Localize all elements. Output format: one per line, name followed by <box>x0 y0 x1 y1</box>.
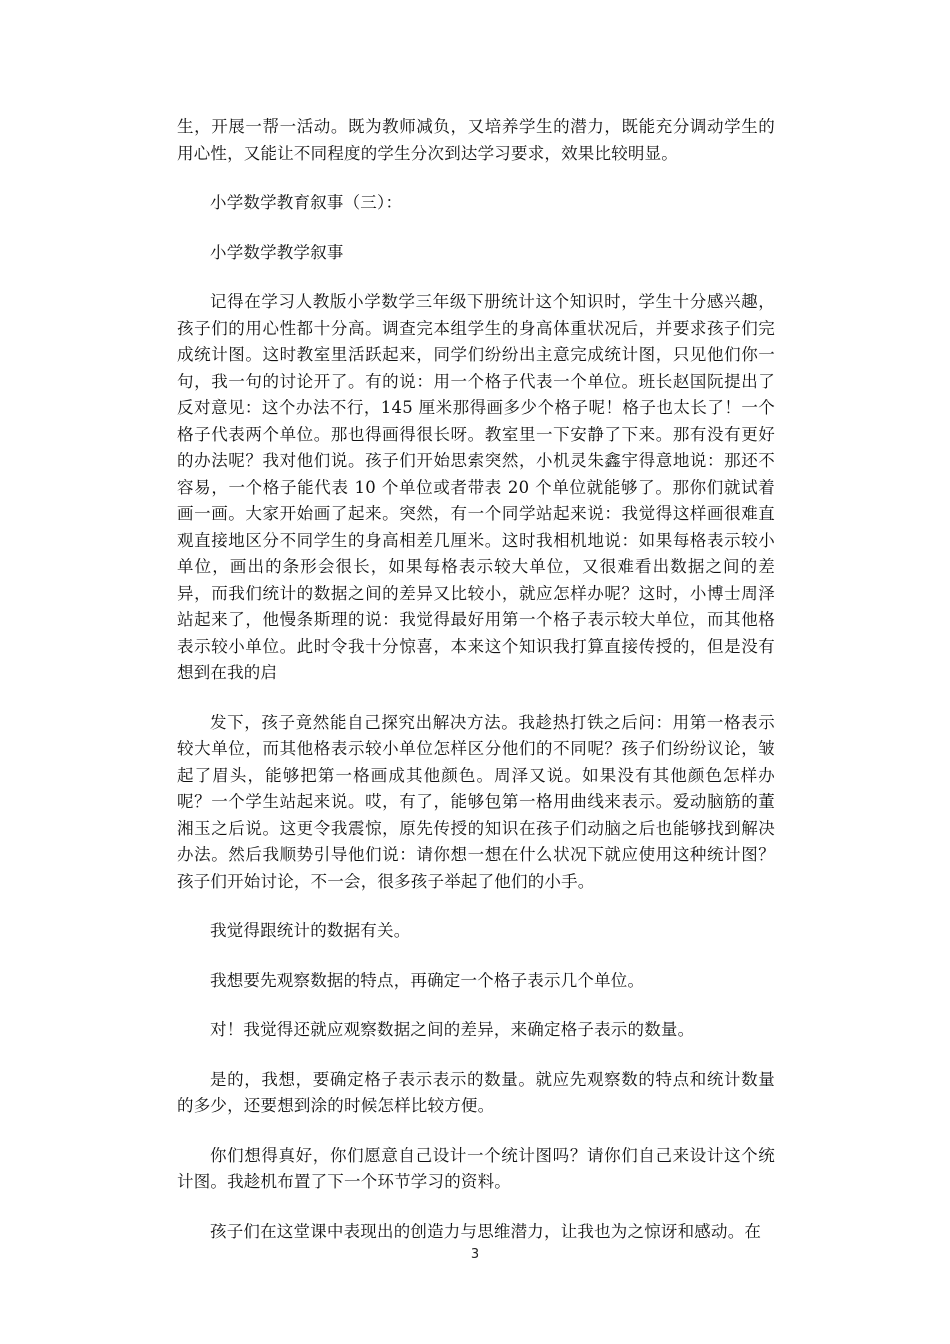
paragraph: 发下，孩子竟然能自己探究出解决方法。我趁热打铁之后问：用第一格表示较大单位，而其他格表示较小单位怎样区分他们的不同呢？孩子们纷纷议论，皱起了眉头，能够把第一格画成其他颜色。周泽又说。如果没有其他颜色怎样办呢？一个学生站起来说。哎，有了，能够包第一格用曲线来表示。爱动脑筋的董湘玉之后说。这更令我震惊，原先传授的知识在孩子们动脑之后也能够找到解决办法。然后我顺势引导他们说：请你想一想在什么状况下就应使用这种统计图？孩子们开始讨论，不一会，很多孩子举起了他们的小手。 <box>177 712 775 891</box>
paragraph: 记得在学习人教版小学数学三年级下册统计这个知识时，学生十分感兴趣，孩子们的用心性都十分高。调查完本组学生的身高体重状况后，并要求孩子们完成统计图。这时教室里活跃起来，同学们纷纷出主意完成统计图，只见他们你一句，我一句的讨论开了。有的说：用一个格子代表一个单位。班长赵国阮提出了反对意见：这个办法不行，145 厘米那得画多少个格子呢！格子也太长了！一个格子代表两个单位。那也得画得很长呀。教室里一下安静了下来。那有没有更好的办法呢？我对他们说。孩子们开始思索突然，小机灵朱鑫宇得意地说：那还不容易，一个格子能代表 10 个单位或者带表 20 个单位就能够了。那你们就试着画一画。大家开始画了起来。突然，有一个同学站起来说：我觉得这样画很难直观直接地区分不同学生的身高相差几厘米。这时我相机地说：如果每格表示较小单位，画出的条形会很长，如果每格表示较大单位，又很难看出数据之间的差异，而我们统计的数据之间的差异又比较小，就应怎样办呢？这时，小博士周泽站起来了，他慢条斯理的说：我觉得最好用第一个格子表示较大单位，而其他格表示较小单位。此时令我十分惊喜，本来这个知识我打算直接传授的，但是没有想到在我的启 <box>177 292 775 682</box>
page-number: 3 <box>470 1247 480 1262</box>
paragraph: 我想要先观察数据的特点，再确定一个格子表示几个单位。 <box>210 970 645 990</box>
paragraph: 是的，我想，要确定格子表示表示的数量。就应先观察数的特点和统计数量的多少，还要想到涂的时候怎样比较方便。 <box>177 1069 775 1115</box>
paragraph: 我觉得跟统计的数据有关。 <box>210 921 411 940</box>
paragraph: 孩子们在这堂课中表现出的创造力与思维潜力，让我也为之惊讶和感动。在 <box>210 1221 762 1241</box>
paragraph: 对！我觉得还就应观察数据之间的差异，来确定格子表示的数量。 <box>210 1020 695 1039</box>
paragraph: 你们想得真好，你们愿意自己设计一个统计图吗？请你们自己来设计这个统计图。我趁机布置了下一个环节学习的资料。 <box>177 1145 775 1191</box>
document-body <box>177 114 775 1268</box>
section-subtitle: 小学数学教学叙事 <box>210 242 344 262</box>
section-heading: 小学数学教育叙事（三）： <box>210 193 403 212</box>
paragraph-continuation: 生，开展一帮一活动。既为教师减负，又培养学生的潜力，既能充分调动学生的用心性，又能让不同程度的学生分次到达学习要求，效果比较明显。 <box>177 117 775 163</box>
